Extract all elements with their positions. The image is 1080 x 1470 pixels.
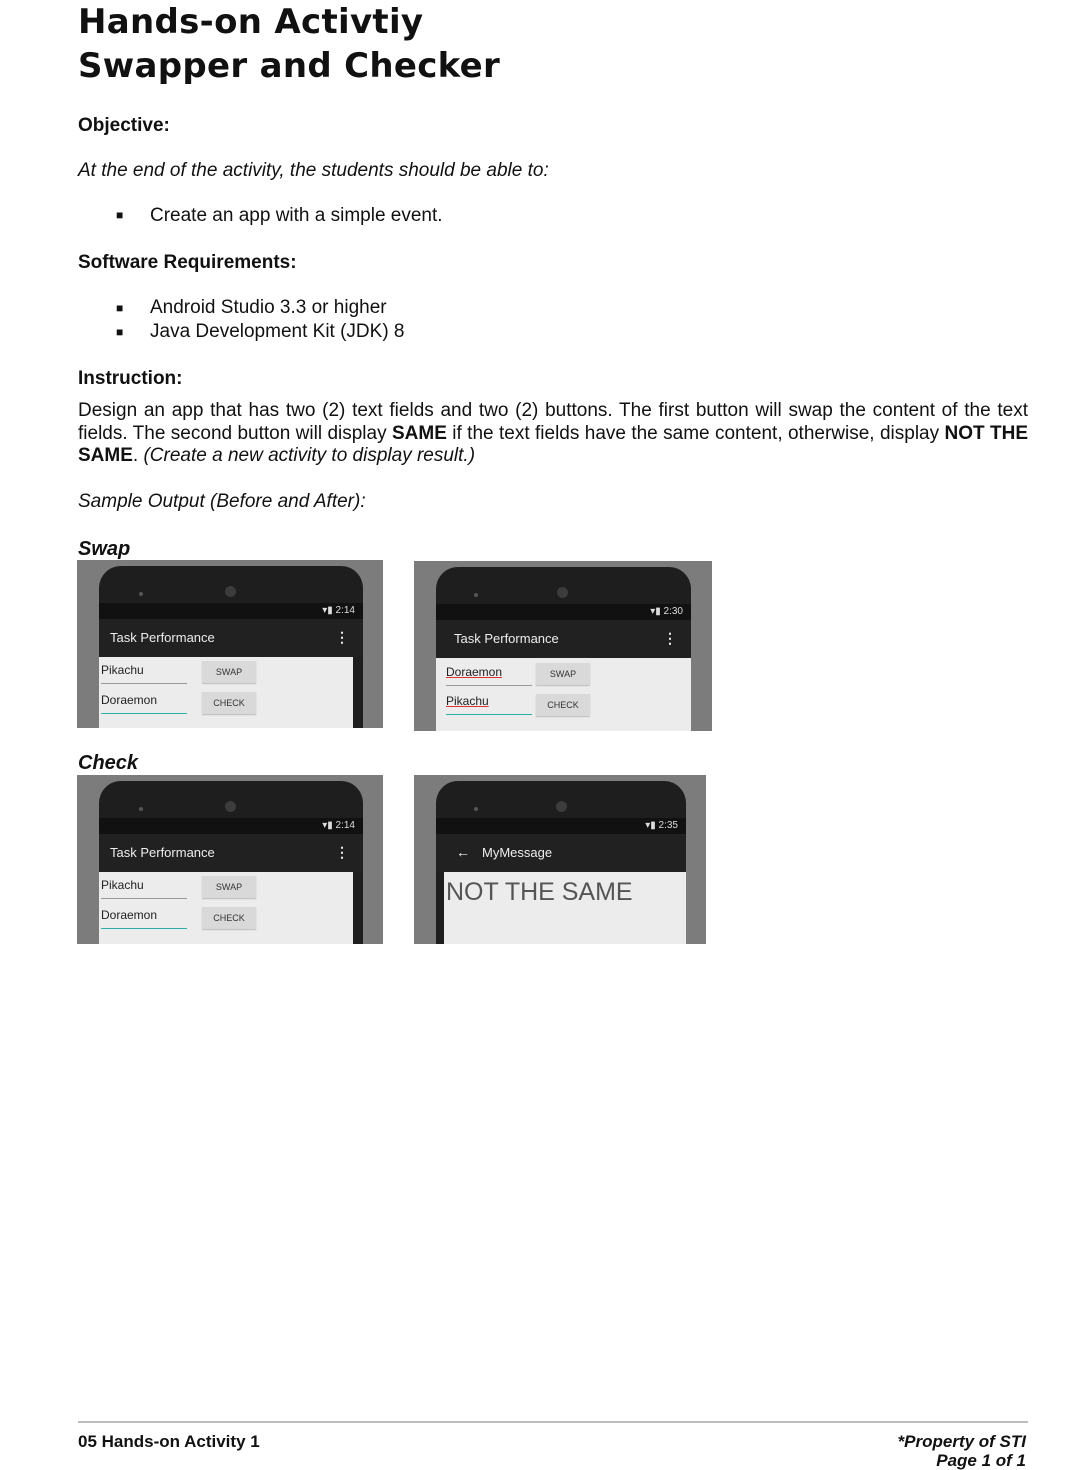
overflow-menu-icon[interactable]: ⋮ [663, 630, 677, 646]
signal-icon: ▾▮ [650, 606, 664, 617]
back-arrow-icon[interactable]: ← [456, 844, 470, 860]
instruction-heading: Instruction: [78, 368, 183, 389]
signal-icon: ▾▮ [322, 605, 336, 616]
screenshot-swap-after [414, 561, 712, 731]
text-field-2[interactable]: Doraemon [101, 908, 187, 929]
text-field-2[interactable]: Doraemon [101, 693, 187, 714]
text-field-1[interactable]: Doraemon [446, 665, 532, 686]
objective-heading: Objective: [78, 115, 170, 136]
bullet-icon: ■ [116, 301, 124, 315]
signal-icon: ▾▮ [645, 820, 659, 831]
page-title-line-2: Swapper and Checker [78, 46, 501, 86]
software-item: Android Studio 3.3 or higher [150, 297, 387, 318]
text-field-1[interactable]: Pikachu [101, 663, 187, 684]
objective-item: Create an app with a simple event. [150, 205, 443, 226]
screenshot-check-before [77, 775, 383, 944]
app-bar: ← MyMessage [436, 834, 686, 872]
software-heading: Software Requirements: [78, 252, 297, 273]
status-bar: ▾▮ 2:14 [99, 603, 363, 619]
page-title-line-1: Hands-on Activtiy [78, 2, 424, 42]
screenshot-swap-before [77, 560, 383, 728]
screenshot-check-after [414, 775, 706, 944]
software-item: Java Development Kit (JDK) 8 [150, 321, 405, 342]
status-bar: ▾▮ 2:30 [436, 604, 691, 620]
instruction-paragraph: Design an app that has two (2) text fields and two (2) buttons. The first button will swap the content of the text fields. The second button will display SAME if the text fields have the same content, otherwise, display NOT THE SAME. (Create a new activity to display result.) [78, 400, 1029, 467]
app-bar: Task Performance ⋮ [436, 620, 691, 658]
sample-output-label: Sample Output (Before and After): [78, 491, 366, 512]
overflow-menu-icon[interactable]: ⋮ [335, 844, 349, 860]
text-field-2[interactable]: Pikachu [446, 694, 532, 715]
objective-intro: At the end of the activity, the students should be able to: [78, 160, 549, 181]
result-message: NOT THE SAME [446, 878, 633, 906]
status-bar: ▾▮ 2:14 [99, 818, 363, 834]
check-button[interactable]: CHECK [202, 692, 256, 714]
swap-button[interactable]: SWAP [536, 663, 590, 685]
check-button[interactable]: CHECK [202, 907, 256, 929]
check-caption: Check [78, 752, 139, 774]
status-bar: ▾▮ 2:35 [436, 818, 686, 834]
swap-caption: Swap [78, 538, 131, 560]
bullet-icon: ■ [116, 325, 124, 339]
swap-button[interactable]: SWAP [202, 661, 256, 683]
footer-left-text: 05 Hands-on Activity 1 [78, 1432, 260, 1451]
app-bar: Task Performance ⋮ [99, 834, 363, 872]
bullet-icon: ■ [116, 208, 124, 222]
signal-icon: ▾▮ [322, 820, 336, 831]
text-field-1[interactable]: Pikachu [101, 878, 187, 899]
footer-divider [78, 1421, 1028, 1423]
app-bar: Task Performance ⋮ [99, 619, 363, 657]
check-button[interactable]: CHECK [536, 694, 590, 716]
overflow-menu-icon[interactable]: ⋮ [335, 629, 349, 645]
swap-button[interactable]: SWAP [202, 876, 256, 898]
footer-right-text: *Property of STI Page 1 of 1 [897, 1432, 1026, 1470]
